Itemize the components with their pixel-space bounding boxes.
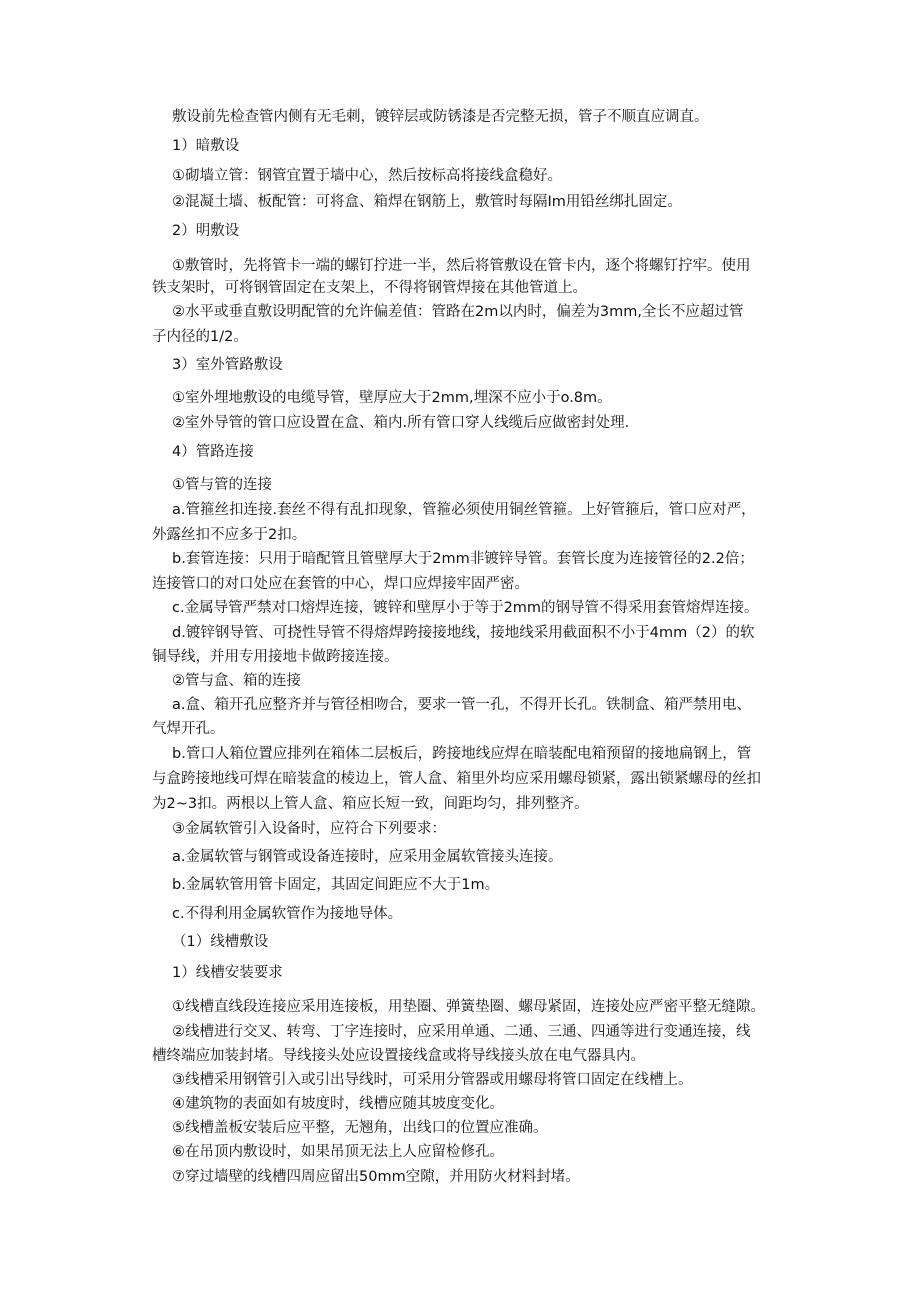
section-heading: （1）线槽敷设 [172,934,269,950]
text-line: ①砌墙立管：钢管宜置于墙中心，然后按标高将接线盒稳好。 [172,168,562,184]
text-line: ①线槽直线段连接应采用连接板，用垫圈、弹簧垫圈、螺母紧固，连接处应严密平整无缝隙。 [172,999,765,1015]
text-line: a.管箍丝扣连接.套丝不得有乱扣现象，管箍必须使用铜丝管箍。上好管箍后，管口应对严， [172,502,756,518]
text-line: ⑦穿过墙壁的线槽四周应留出50mm空隙，并用防火材料封堵。 [172,1169,580,1185]
text-line: ②水平或垂直敷设明配管的允许偏差值：管路在2m以内时，偏差为3mm,全长不应超过管 [172,304,744,320]
subheading: ①管与管的连接 [172,477,272,493]
text-line: ⑤线槽盖板安装后应平整，无翘角，出线口的位置应准确。 [172,1120,548,1136]
text-line: ②室外导管的管口应设置在盒、箱内.所有管口穿人线缆后应做密封处理. [172,415,630,431]
section-heading: 4）管路连接 [172,444,254,460]
text-line: b.套管连接：只用于暗配管且管壁厚大于2mm非镀锌导管。套管长度为连接管径的2.2倍； [172,551,754,567]
text-line: 气焊开孔。 [152,721,225,737]
text-line: a.盒、箱开孔应整齐并与管径相吻合，要求一管一孔，不得开长孔。铁制盒、箱严禁用电、 [172,697,751,713]
text-line: 铜导线，并用专用接地卡做跨接连接。 [152,649,399,665]
text-line: ①敷管时，先将管卡一端的螺钉拧进一半，然后将管敷设在管卡内，逐个将螺钉拧牢。使用 [172,258,751,274]
text-line: b.金属软管用管卡固定，其固定间距应不大于1m。 [172,877,500,893]
text-line: d.镀锌钢导管、可挠性导管不得熔焊跨接接地线，接地线采用截面积不小于4mm（2）的软 [172,625,755,641]
subheading: ③金属软管引入设备时，应符合下列要求： [172,821,446,837]
text-line: ⑥在吊顶内敷设时，如果吊顶无法上人应留检修孔。 [172,1144,504,1160]
text-line: 与盒跨接地线可焊在暗装盒的棱边上，管人盒、箱里外均应采用螺母锁紧，露出锁紧螺母的丝扣 [152,771,761,787]
text-line: ②线槽进行交叉、转弯、丁字连接时，应采用单通、二通、三通、四通等进行变通连接，线 [172,1024,751,1040]
section-heading: 1）线槽安装要求 [172,965,283,981]
text-line: 敷设前先检查管内侧有无毛刺，镀锌层或防锈漆是否完整无损，管子不顺直应调直。 [172,109,709,125]
text-line: ③线槽采用钢管引入或引出导线时，可采用分管器或用螺母将管口固定在线槽上。 [172,1072,693,1088]
section-heading: 1）暗敷设 [172,138,240,154]
text-line: 槽终端应加装封堵。导线接头处应设置接线盒或将导线接头放在电气器具内。 [152,1048,645,1064]
text-line: 子内径的1/2。 [152,329,248,345]
text-line: ②混凝土墙、板配管：可将盒、箱焊在钢筋上，敷管时每隔Im用铅丝绑扎固定。 [172,194,682,210]
section-heading: 3）室外管路敷设 [172,357,283,373]
text-line: 外露丝扣不应多于2扣。 [152,527,307,543]
text-line: b.管口人箱位置应排列在箱体二层板后，跨接地线应焊在暗装配电箱预留的接地扁钢上，管 [172,746,752,762]
text-line: ①室外埋地敷设的电缆导管，壁厚应大于2mm,埋深不应小于o.8m。 [172,390,612,406]
text-line: 铁支架时，可将钢管固定在支架上，不得将钢管焊接在其他管道上。 [152,280,587,296]
text-line: 为2~3扣。两根以上管人盒、箱应长短一致，间距均匀，排列整齐。 [152,796,589,812]
text-line: a.金属软管与钢管或设备连接时，应采用金属软管接头连接。 [172,849,563,865]
subheading: ②管与盒、箱的连接 [172,673,301,689]
text-line: c.不得利用金属软管作为接地导体。 [172,906,403,922]
text-line: ④建筑物的表面如有坡度时，线槽应随其坡度变化。 [172,1096,504,1112]
section-heading: 2）明敷设 [172,223,240,239]
text-line: c.金属导管严禁对口熔焊连接，镀锌和壁厚小于等于2mm的钢导管不得采用套管熔焊连接。 [172,600,759,616]
text-line: 连接管口的对口处应在套管的中心，焊口应焊接牢固严密。 [152,576,529,592]
